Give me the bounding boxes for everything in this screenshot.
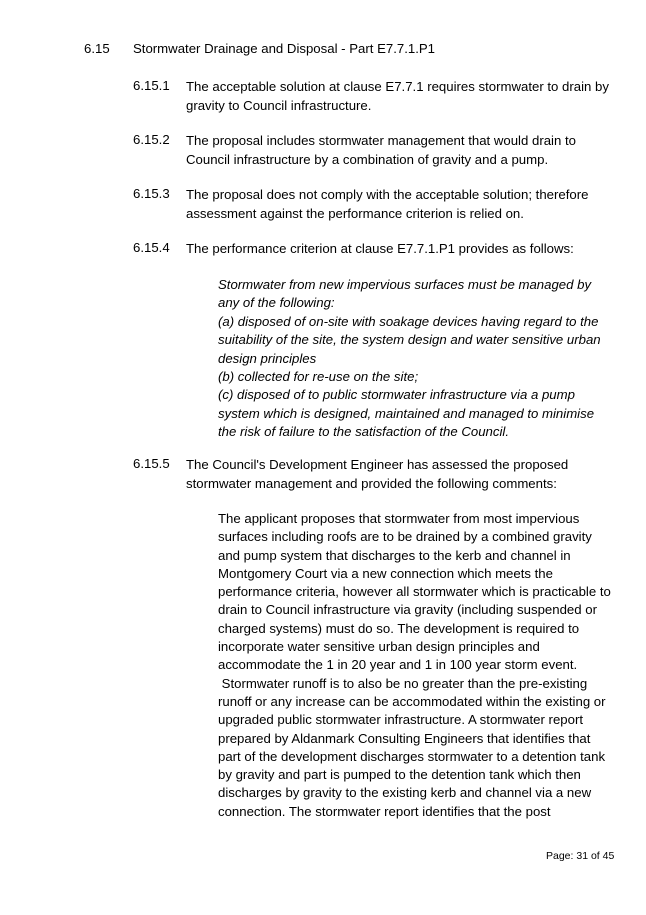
comment-line: prepared by Aldanmark Consulting Engineers that identifies that [218, 730, 591, 746]
comment-line: accommodate the 1 in 20 year and 1 in 100 year storm event. [218, 657, 578, 673]
paragraph-5-line: stormwater management and provided the following comments: [186, 475, 557, 491]
engineer-comments [218, 510, 618, 821]
paragraph-1-line: gravity to Council infrastructure. [186, 97, 372, 113]
paragraph-number-4: 6.15.4 [133, 240, 170, 255]
quote-line: (a) disposed of on-site with soakage devices having regard to the [218, 313, 599, 329]
comment-line: Montgomery Court via a new connection which meets the [218, 565, 553, 581]
comment-line: by gravity and part is pumped to the detention tank which then [218, 767, 581, 783]
comment-line: and pump system that discharges to the kerb and channel in [218, 547, 571, 563]
paragraph-2 [186, 132, 626, 169]
comment-line: The applicant proposes that stormwater from most impervious [218, 511, 580, 526]
paragraph-3-line: The proposal does not comply with the acceptable solution; therefore [186, 187, 589, 202]
paragraph-2-line: The proposal includes stormwater management that would drain to [186, 133, 576, 148]
section-title: Stormwater Drainage and Disposal - Part E7.7.1.P1 [133, 41, 435, 56]
comment-line: drain to Council infrastructure via gravity (including suspended or [218, 602, 597, 618]
comment-line: Stormwater runoff is to also be no greater than the pre-existing [218, 675, 588, 691]
comment-line: discharges by gravity to the existing kerb and channel via a new [218, 785, 592, 801]
quote-line: the risk of failure to the satisfaction of the Council. [218, 424, 510, 440]
paragraph-5 [186, 456, 626, 493]
paragraph-number-2: 6.15.2 [133, 132, 170, 147]
section-number: 6.15 [84, 41, 110, 56]
paragraph-2-line: Council infrastructure by a combination of gravity and a pump. [186, 151, 549, 167]
comment-line: runoff or any increase can be accommodated within the existing or [218, 693, 606, 709]
paragraph-1-line: The acceptable solution at clause E7.7.1 requires stormwater to drain by [186, 79, 609, 94]
quote-line: design principles [218, 350, 317, 366]
paragraph-number-3: 6.15.3 [133, 186, 170, 201]
comment-line: surfaces including roofs are to be drained by a combined gravity [218, 529, 592, 545]
paragraph-number-1: 6.15.1 [133, 78, 170, 93]
comment-line: charged systems) must do so. The development is required to [218, 620, 580, 636]
paragraph-4 [186, 240, 626, 259]
quote-line: (c) disposed of to public stormwater infrastructure via a pump [218, 387, 575, 403]
quote-line: any of the following: [218, 295, 335, 311]
comment-line: upgraded public stormwater infrastructure. A stormwater report [218, 712, 584, 728]
comment-line: part of the development discharges stormwater to a detention tank [218, 748, 606, 764]
paragraph-5-line: The Council's Development Engineer has assessed the proposed [186, 457, 569, 472]
paragraph-3 [186, 186, 626, 223]
paragraph-4-line: The performance criterion at clause E7.7.1.P1 provides as follows: [186, 241, 574, 256]
comment-line: incorporate water sensitive urban design principles and [218, 639, 540, 655]
comment-line: connection. The stormwater report identifies that the post [218, 803, 551, 819]
comment-line: performance criteria, however all stormwater which is practicable to [218, 584, 611, 600]
page-number: Page: 31 of 45 [546, 850, 615, 862]
quote-line: Stormwater from new impervious surfaces must be managed by [218, 277, 592, 292]
performance-criterion-quote [218, 276, 618, 442]
paragraph-3-line: assessment against the performance criterion is relied on. [186, 205, 524, 221]
quote-line: (b) collected for re-use on the site; [218, 369, 419, 385]
quote-line: system which is designed, maintained and managed to minimise [218, 405, 595, 421]
paragraph-1 [186, 78, 626, 115]
paragraph-number-5: 6.15.5 [133, 456, 170, 471]
quote-line: suitability of the site, the system design and water sensitive urban [218, 332, 601, 348]
